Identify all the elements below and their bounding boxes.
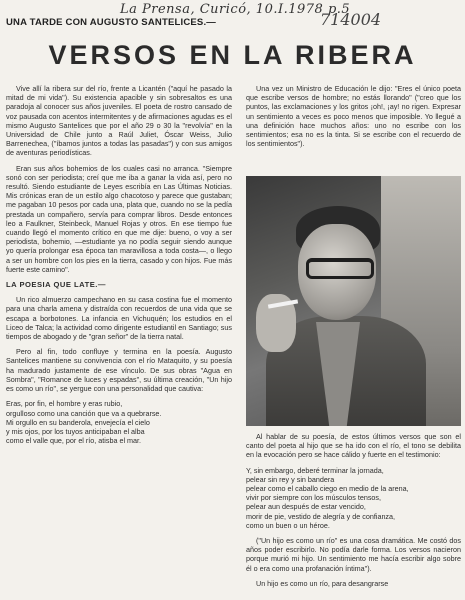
left-column (6, 84, 232, 598)
paragraph: Una vez un Ministro de Educación le dijo: "Eres el único poeta que escribe versos de hombre; no estás llorando" ("creo que los puntos, las exclamaciones y los gritos ¡oh!, ¡ay! no rigen. Expresar un sentimiento a veces es poco menos que imposible. Yo llegué a una definición hace muchos años: uno no escribe con los sentimientos; esa no es la tinta. Si se escribe con el recuerdo de los sentimientos"). (246, 84, 461, 149)
glasses-icon (306, 258, 374, 279)
handwritten-source-note: La Prensa, Curicó, 10.I.1978 p.5 (120, 2, 351, 17)
right-column-top (246, 84, 461, 170)
archive-code-note: 714004 (320, 10, 382, 29)
verse-line: y mis ojos, por los tuyos anticipaban el alba (6, 426, 145, 436)
paragraph: ("Un hijo es como un río" es una cosa dramática. Me costó dos años poder escribirlo. No podía darle forma. Los versos nacieron porque murió mi hijo. Un sentimiento me hacía escribir algo sobre él o era como una profanación íntima"). (246, 536, 461, 573)
verse-line: Eras, por fin, el hombre y eras rubio, (6, 399, 123, 409)
verse-line: morir de pie, vestido de alegría y de confianza, (246, 511, 396, 521)
paragraph: Al hablar de su poesía, de estos últimos versos que son el canto del poeta al hijo que se ha ido con el río, el tono se debilita en la evocación pero se hace cálido y fuerte en el testimonio: (246, 432, 461, 460)
verse-line: como un buen o un héroe. (246, 520, 330, 530)
paragraph: Eran sus años bohemios de los cuales casi no arranca. "Siempre sonó con ser periodista; creí que me iba a ganar la vida así, pero no resultó. Siendo estudiante de Leyes escribía en Las Últimas Noticias. Mis crónicas eran de un estilo algo chacotoso y parece que gustaban; me pagaban 10 pesos por cada una, plata que, cuando no se la pedía prestada un compañero, servía para comprar libros. Desde entonces leo a Faulkner, Steinbeck, Manuel Rojas y otros. En ese tiempo fue cuando llegó el momento crítico en que me dije: bueno, o voy a ser periodista, bohemio, —estudiante ya no podía seguir siendo aunque yo quería prolongar esa época tan maravillosa a toda costa—, o llego a ser un hombre con los pies en la tierra, casado y con hijos. Fue más fuerte este camino". (6, 163, 232, 274)
verse-line: pelear aun después de estar vencido, (246, 502, 366, 512)
portrait-photo (246, 176, 461, 426)
paragraph: Un hijo es como un río, para desangrarse (256, 578, 389, 588)
verse-line: orgulloso como una canción que va a quebrarse. (6, 408, 162, 418)
article-kicker: UNA TARDE CON AUGUSTO SANTELICES.— (6, 17, 217, 28)
paragraph: Vive allí la ribera sur del río, frente a Licantén ("aquí he pasado la mitad de mi vida"). Su existencia apacible y sin sobresaltos es una paradoja al conocer sus años juveniles. El poeta de rostro cansado de voz pausada con acentos intermitentes y de afirmaciones agudas es el mismo Augusto Santelices que por el año 29 o 30 la "revolvía" en la Universidad de Chile junto a Raúl Juliet, Óscar Weiss, Julio Barrenechea, ("íbamos juntos a todas las pasadas") y con sus amigos de aventuras periodísticas. (6, 84, 232, 158)
verse-line: Y, sin embargo, deberé terminar la jornada, (246, 465, 384, 475)
paragraph: Un rico almuerzo campechano en su casa costina fue el momento para una charla amena y distraída con recuerdos de una vida que se escapa a borbotones. La infancia en Vichuquén; los estudios en el Liceo de Talca; la actividad como dirigente estudiantil en Santiago; sus tiempos de abogado y de "gran señor" de la tierra natal. (6, 295, 232, 342)
verse-line: pelear como el caballo ciego en medio de la arena, (246, 484, 409, 494)
verse-line: como el valle que, por el río, atisba el mar. (6, 436, 142, 446)
right-column-bottom (246, 432, 461, 598)
section-subhead: LA POESIA QUE LATE.— (6, 280, 107, 290)
verse-line: vivir por siempre con los músculos tensos, (246, 493, 382, 503)
article-headline: VERSOS EN LA RIBERA (48, 40, 417, 70)
verse-line: Mi orgullo en su banderola, envejecía el cielo (6, 417, 150, 427)
verse-line: pelear sin rey y sin bandera (246, 474, 335, 484)
paragraph: Pero al fin, todo confluye y termina en la poesía. Augusto Santelices mantiene su convivencia con el río Mataquito, y su poesía ha madurado justamente de ese vínculo. De sus obras "Agua en Sombra", "Romance de luces y espadas", su última creación, "Un hijo es como un río", se yergue con una personalidad que cautiva: (6, 347, 232, 394)
